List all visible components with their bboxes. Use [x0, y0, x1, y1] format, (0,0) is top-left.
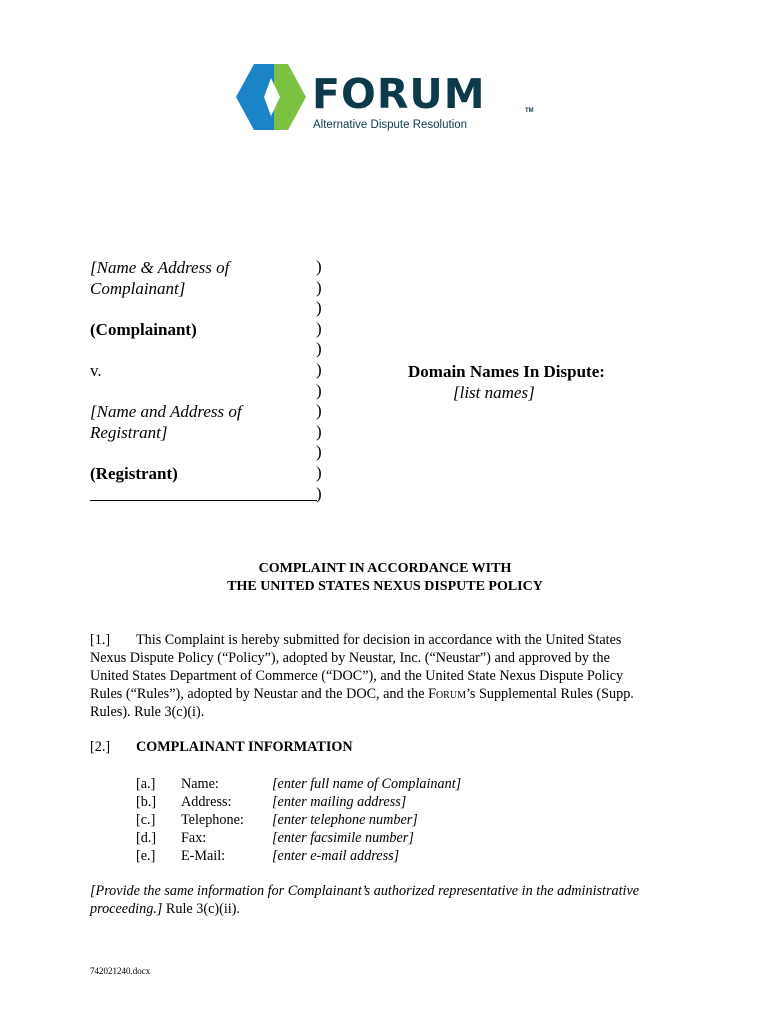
- complainant-name-line1: [Name & Address of: [90, 258, 230, 277]
- item-field: Address:: [181, 794, 232, 810]
- complainant-name-line2: Complainant]: [90, 279, 186, 298]
- paren: ): [316, 401, 322, 421]
- paren: ): [316, 298, 322, 318]
- representative-note-line1: [Provide the same information for Complainant’s authorized representative in the administrative: [90, 883, 640, 899]
- item-value: [enter mailing address]: [272, 794, 407, 810]
- list-item: [136, 829, 461, 847]
- section-2-number: [2.]: [90, 739, 111, 755]
- forum-smallcaps: Forum: [428, 686, 466, 702]
- item-value: [enter facsimile number]: [272, 830, 414, 846]
- registrant-name-line1: [Name and Address of: [90, 402, 242, 421]
- caption-parentheses-column: [316, 257, 322, 504]
- list-item: [136, 775, 461, 793]
- paren: ): [316, 339, 322, 359]
- paren: ): [316, 257, 322, 276]
- complainant-info-list: [136, 775, 461, 865]
- versus-label: v.: [90, 361, 102, 380]
- logo-wordmark: FORUM: [312, 70, 486, 118]
- paren: ): [316, 483, 322, 503]
- list-item: [136, 793, 461, 811]
- paren: ): [316, 277, 322, 297]
- document-title-line1: COMPLAINT IN ACCORDANCE WITH: [258, 561, 512, 576]
- representative-note: [90, 882, 700, 918]
- item-key: [e.]: [136, 848, 156, 864]
- section-1-line2: Nexus Dispute Policy (“Policy”), adopted by Neustar, Inc. (“Neustar”) and approved by the: [90, 650, 610, 666]
- item-field: Fax:: [181, 830, 207, 846]
- paren: ): [316, 462, 322, 482]
- case-caption-parties: [90, 257, 320, 484]
- list-item: [136, 811, 461, 829]
- section-2-title: COMPLAINANT INFORMATION: [136, 739, 353, 755]
- paren: ): [316, 359, 322, 379]
- section-1-paragraph: [90, 631, 690, 721]
- footer-filename: 742021240.docx: [90, 966, 151, 976]
- item-key: [d.]: [136, 830, 157, 846]
- document-title-line2: THE UNITED STATES NEXUS DISPUTE POLICY: [227, 579, 543, 594]
- paren: ): [316, 442, 322, 462]
- representative-note-line2-italic: proceeding.]: [90, 901, 163, 917]
- logo-tagline: Alternative Dispute Resolution: [313, 119, 468, 131]
- item-key: [b.]: [136, 794, 157, 810]
- item-value: [enter telephone number]: [272, 812, 418, 828]
- item-field: E-Mail:: [181, 848, 226, 864]
- section-1-line4a: Rules (“Rules”), adopted by Neustar and the DOC, and the: [90, 686, 429, 702]
- item-value: [enter e-mail address]: [272, 848, 400, 864]
- domain-names-list: [list names]: [453, 383, 535, 402]
- section-1-line5: Rules). Rule 3(c)(i).: [90, 704, 205, 720]
- representative-note-line2-rest: Rule 3(c)(ii).: [162, 901, 240, 917]
- section-1-line4b: ’s Supplemental Rules (Supp.: [465, 686, 634, 702]
- list-item: [136, 847, 461, 865]
- item-value: [enter full name of Complainant]: [272, 776, 462, 792]
- section-2-heading: [90, 739, 353, 756]
- paren: ): [316, 380, 322, 400]
- logo-trademark: TM: [525, 108, 534, 114]
- registrant-name-line2: Registrant]: [90, 423, 168, 442]
- item-key: [c.]: [136, 812, 156, 828]
- item-field: Name:: [181, 776, 219, 792]
- caption-underline: [90, 500, 317, 501]
- item-field: Telephone:: [181, 812, 244, 828]
- domain-names-title: Domain Names In Dispute:: [408, 362, 605, 381]
- section-1-number: [1.]: [90, 632, 111, 648]
- paren: ): [316, 421, 322, 441]
- complainant-label: (Complainant): [90, 320, 197, 339]
- item-key: [a.]: [136, 776, 156, 792]
- registrant-label: (Registrant): [90, 464, 178, 483]
- section-1-line3: United States Department of Commerce (“DOC”), and the United State Nexus Dispute Policy: [90, 668, 624, 684]
- paren: ): [316, 318, 322, 338]
- section-1-line1: This Complaint is hereby submitted for decision in accordance with the United States: [136, 632, 622, 648]
